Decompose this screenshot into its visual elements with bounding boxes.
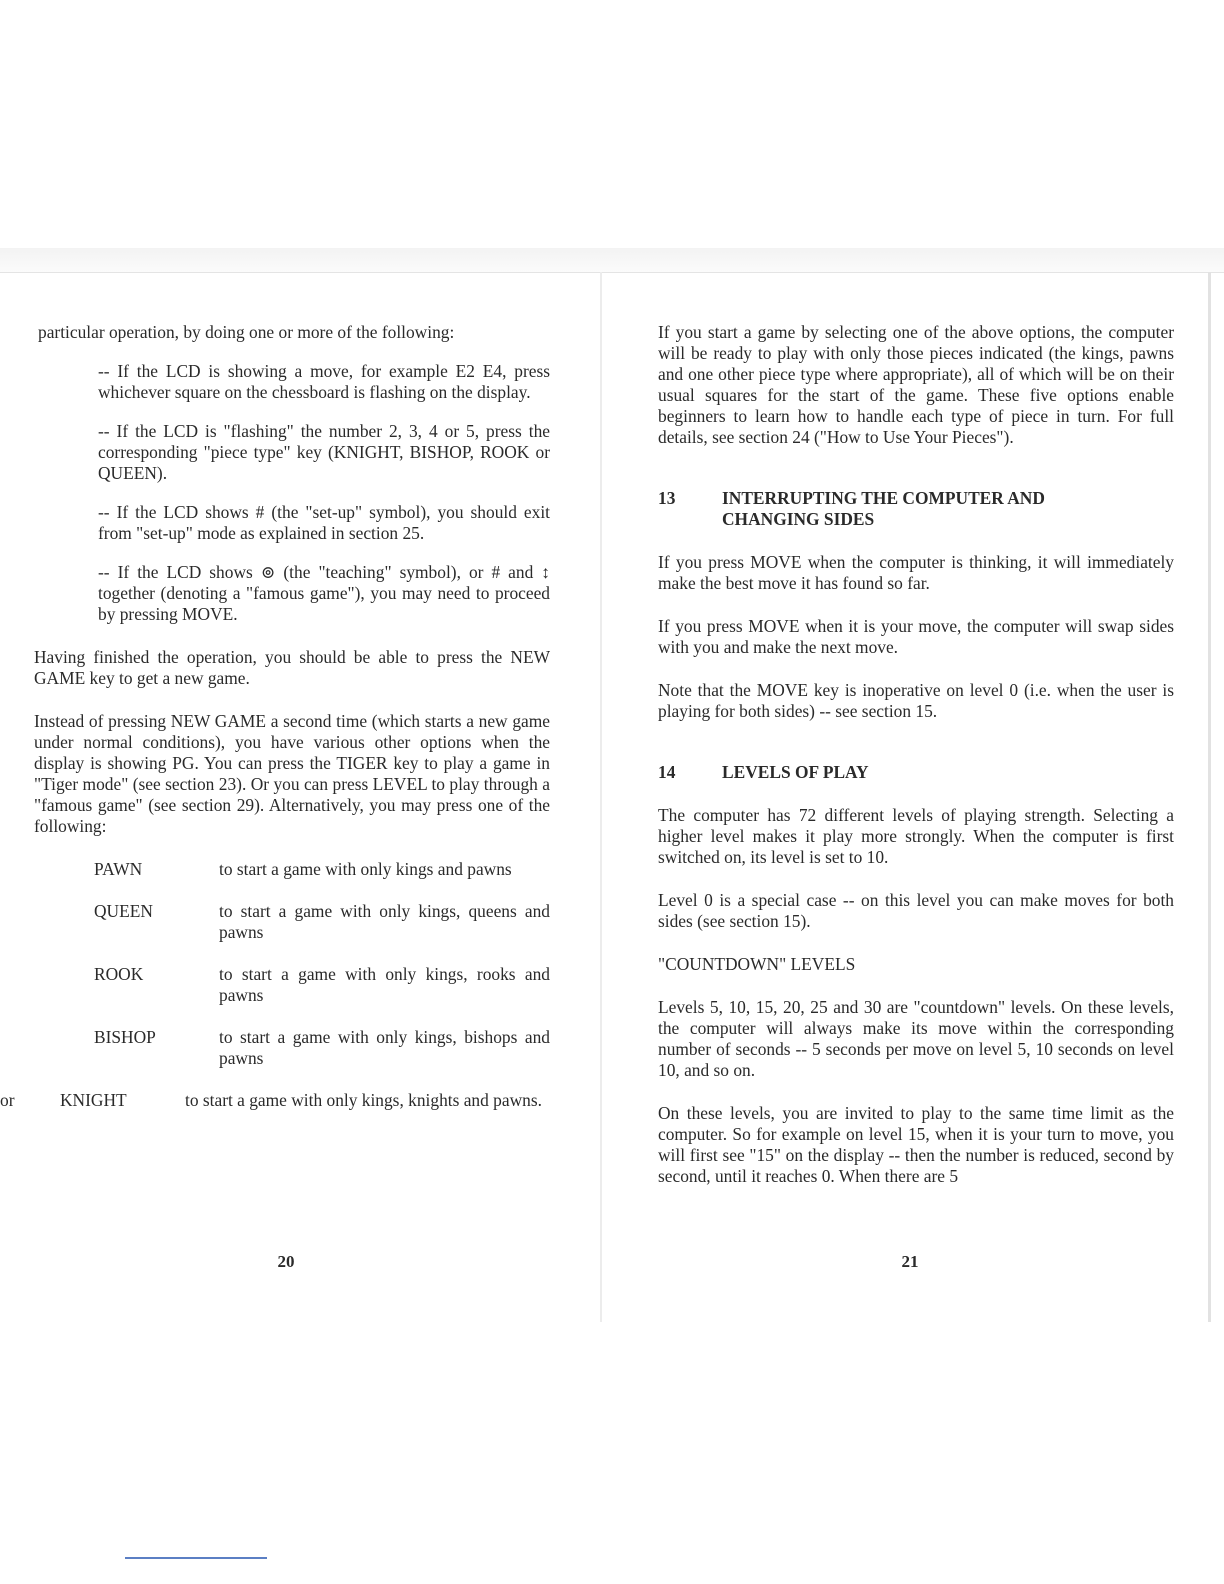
option-desc: to start a game with only kings, queens and pawns [219, 901, 550, 942]
option-desc: to start a game with only kings and pawns [219, 859, 512, 879]
section-number: 14 [658, 762, 676, 782]
option-prefix [34, 859, 94, 880]
section-title: LEVELS OF PLAY [722, 762, 869, 782]
option-desc: to start a game with only kings, bishops and pawns [219, 1027, 550, 1068]
option-pawn [34, 859, 550, 880]
move-inoperative-paragraph: Note that the MOVE key is inoperative on level 0 (i.e. when the user is playing for both sides) -- see section 15. [658, 680, 1174, 721]
left-intro: particular operation, by doing one or more of the following: [38, 322, 455, 342]
book-gutter [600, 272, 602, 1322]
section-number: 13 [658, 488, 676, 508]
option-desc: to start a game with only kings, rooks and pawns [219, 964, 550, 1005]
option-prefix [34, 1027, 94, 1069]
page-edge [1208, 272, 1211, 1322]
right-page [658, 322, 1174, 1187]
move-thinking-paragraph: If you press MOVE when the computer is thinking, it will immediately make the best move it has found so far. [658, 552, 1174, 593]
countdown-subheading: "COUNTDOWN" LEVELS [658, 954, 856, 974]
option-prefix: or [0, 1090, 15, 1110]
option-key: ROOK [94, 964, 144, 984]
options-paragraph: Instead of pressing NEW GAME a second time (which starts a new game under normal conditions), you have various other options when the display is showing PG. You can press the TIGER key to play a game in "Tiger mode" (see section 23). Or you can press LEVEL to play through a "famous game" (see section 29). Alternatively, you may press one of the following: [34, 711, 550, 836]
piece-options-list [0, 859, 550, 1111]
option-key: KNIGHT [60, 1090, 127, 1110]
section-14-heading [658, 762, 1174, 783]
page-number-right: 21 [901, 1252, 919, 1271]
option-bishop [34, 1027, 550, 1069]
page-number-left: 20 [277, 1252, 295, 1271]
option-desc: to start a game with only kings, knights and pawns. [185, 1090, 542, 1110]
section-13-heading [658, 488, 1174, 530]
option-key: QUEEN [94, 901, 153, 921]
option-prefix [34, 901, 94, 943]
option-knight [0, 1090, 550, 1111]
levels-paragraph: The computer has 72 different levels of playing strength. Selecting a higher level makes it play more strongly. When the computer is first switched on, its level is set to 10. [658, 805, 1174, 867]
time-limit-paragraph: On these levels, you are invited to play to the same time limit as the computer. So for example on level 15, when it is your turn to move, you will first see "15" on the display -- then the number is reduced, second by second, until it reaches 0. When there are 5 [658, 1103, 1174, 1186]
section-title [722, 488, 1174, 530]
scan-edge-shadow [0, 248, 1224, 273]
countdown-paragraph: Levels 5, 10, 15, 20, 25 and 30 are "countdown" levels. On these levels, the computer will always make its move within the corresponding number of seconds -- 5 seconds per move on level 5, 10 seconds on level 10, and so on. [658, 997, 1174, 1080]
option-queen [34, 901, 550, 943]
left-page [0, 322, 550, 1132]
move-swap-paragraph: If you press MOVE when it is your move, the computer will swap sides with you and make the next move. [658, 616, 1174, 657]
level-zero-paragraph: Level 0 is a special case -- on this level you can make moves for both sides (see section 15). [658, 890, 1174, 931]
new-game-paragraph: Having finished the operation, you should be able to press the NEW GAME key to get a new game. [34, 647, 550, 688]
section-title-line1: INTERRUPTING THE COMPUTER AND [722, 488, 1045, 508]
lcd-setup-item: -- If the LCD shows # (the "set-up" symbol), you should exit from "set-up" mode as explained in section 25. [98, 502, 550, 543]
option-rook [34, 964, 550, 1006]
option-key: BISHOP [94, 1027, 156, 1047]
option-prefix [34, 964, 94, 1006]
lcd-teaching-item: -- If the LCD shows ⊚ (the "teaching" symbol), or # and ↕ together (denoting a "famous game"), you may need to proceed by pressing MOVE. [98, 562, 550, 624]
lcd-flashing-item: -- If the LCD is "flashing" the number 2, 3, 4 or 5, press the corresponding "piece type" key (KNIGHT, BISHOP, ROOK or QUEEN). [98, 421, 550, 483]
section-title-line2: CHANGING SIDES [722, 509, 875, 529]
scan-artifact-line [125, 1557, 267, 1559]
lcd-move-item: -- If the LCD is showing a move, for example E2 E4, press whichever square on the chessboard is flashing on the display. [98, 361, 550, 402]
options-result-paragraph: If you start a game by selecting one of the above options, the computer will be ready to play with only those pieces indicated (the kings, pawns and one other piece type where appropriate), all of which will be on their usual squares for the start of the game. These five options enable beginners to learn how to handle each type of piece in turn. For full details, see section 24 ("How to Use Your Pieces"). [658, 322, 1174, 447]
option-key: PAWN [94, 859, 143, 879]
